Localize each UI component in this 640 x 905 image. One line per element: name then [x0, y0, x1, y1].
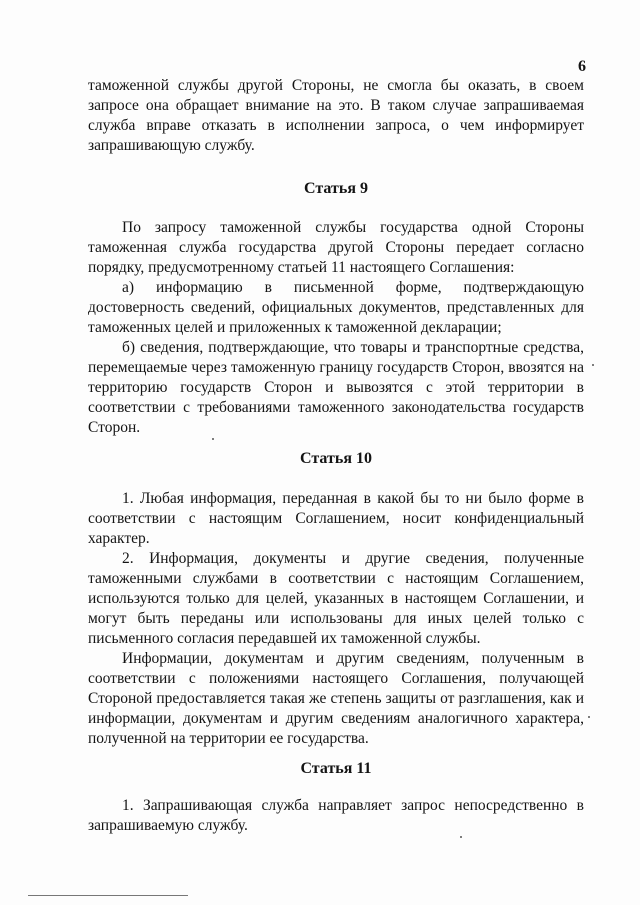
article-11-body — [88, 796, 584, 836]
scan-speck — [212, 438, 214, 440]
scan-speck — [460, 836, 462, 838]
article-11-title: Статья 11 — [300, 760, 372, 777]
intro-paragraph: таможенной службы другой Стороны, не смогла бы оказать, в своем запросе она обращает внимание на это. В таком случае запрашиваемая служба вправе отказать в исполнении запроса, о чем информирует запрашивающую службу. — [88, 77, 584, 154]
article-10-paragraph-1: 1. Любая информация, переданная в какой бы то ни было форме в соответствии с настоящим Соглашением, носит конфиденциальный характер. — [88, 490, 584, 547]
article-9-title: Статья 9 — [304, 180, 368, 197]
article-10-paragraph-2: 2. Информация, документы и другие сведения, полученные таможенными службами в соответствии с настоящим Соглашением, используются только для целей, указанных в настоящем Соглашении, и могут быть переданы или использованы для иных целей только с письменного согласия передавшей их таможенной службы. — [88, 550, 584, 647]
article-9-paragraph-3: б) сведения, подтверждающие, что товары и транспортные средства, перемещаемые через таможенную границу государств Сторон, ввозятся на территорию государств Сторон и вывозятся с этой территории в соответствии с требованиями таможенного законодательства государств Сторон. — [88, 339, 584, 436]
article-9-paragraph-2: а) информацию в письменной форме, подтверждающую достоверность сведений, официальных документов, представленных для таможенных целей и приложенных к таможенной декларации; — [88, 279, 584, 336]
article-10-title: Статья 10 — [300, 450, 372, 467]
scan-speck — [588, 716, 590, 718]
article-11-paragraph-1: 1. Запрашивающая служба направляет запрос непосредственно в запрашиваемую службу. — [88, 797, 584, 834]
article-9-body — [88, 218, 584, 438]
footer-rule — [28, 895, 188, 896]
intro-paragraph-block — [88, 76, 584, 156]
article-10-body — [88, 489, 584, 749]
article-10-paragraph-3: Информации, документам и другим сведениям, полученным в соответствии с положениями настоящего Соглашения, получающей Стороной предоставляется такая же степень защиты от разглашения, как и информации, документам и другим сведениям аналогичного характера, полученной на территории ее государства. — [88, 650, 584, 747]
scan-speck — [592, 364, 594, 366]
article-9-paragraph-1: По запросу таможенной службы государства одной Стороны таможенная служба государства другой Стороны передает согласно порядку, предусмотренному статьей 11 настоящего Соглашения: — [88, 219, 584, 276]
page-number: 6 — [578, 58, 586, 75]
